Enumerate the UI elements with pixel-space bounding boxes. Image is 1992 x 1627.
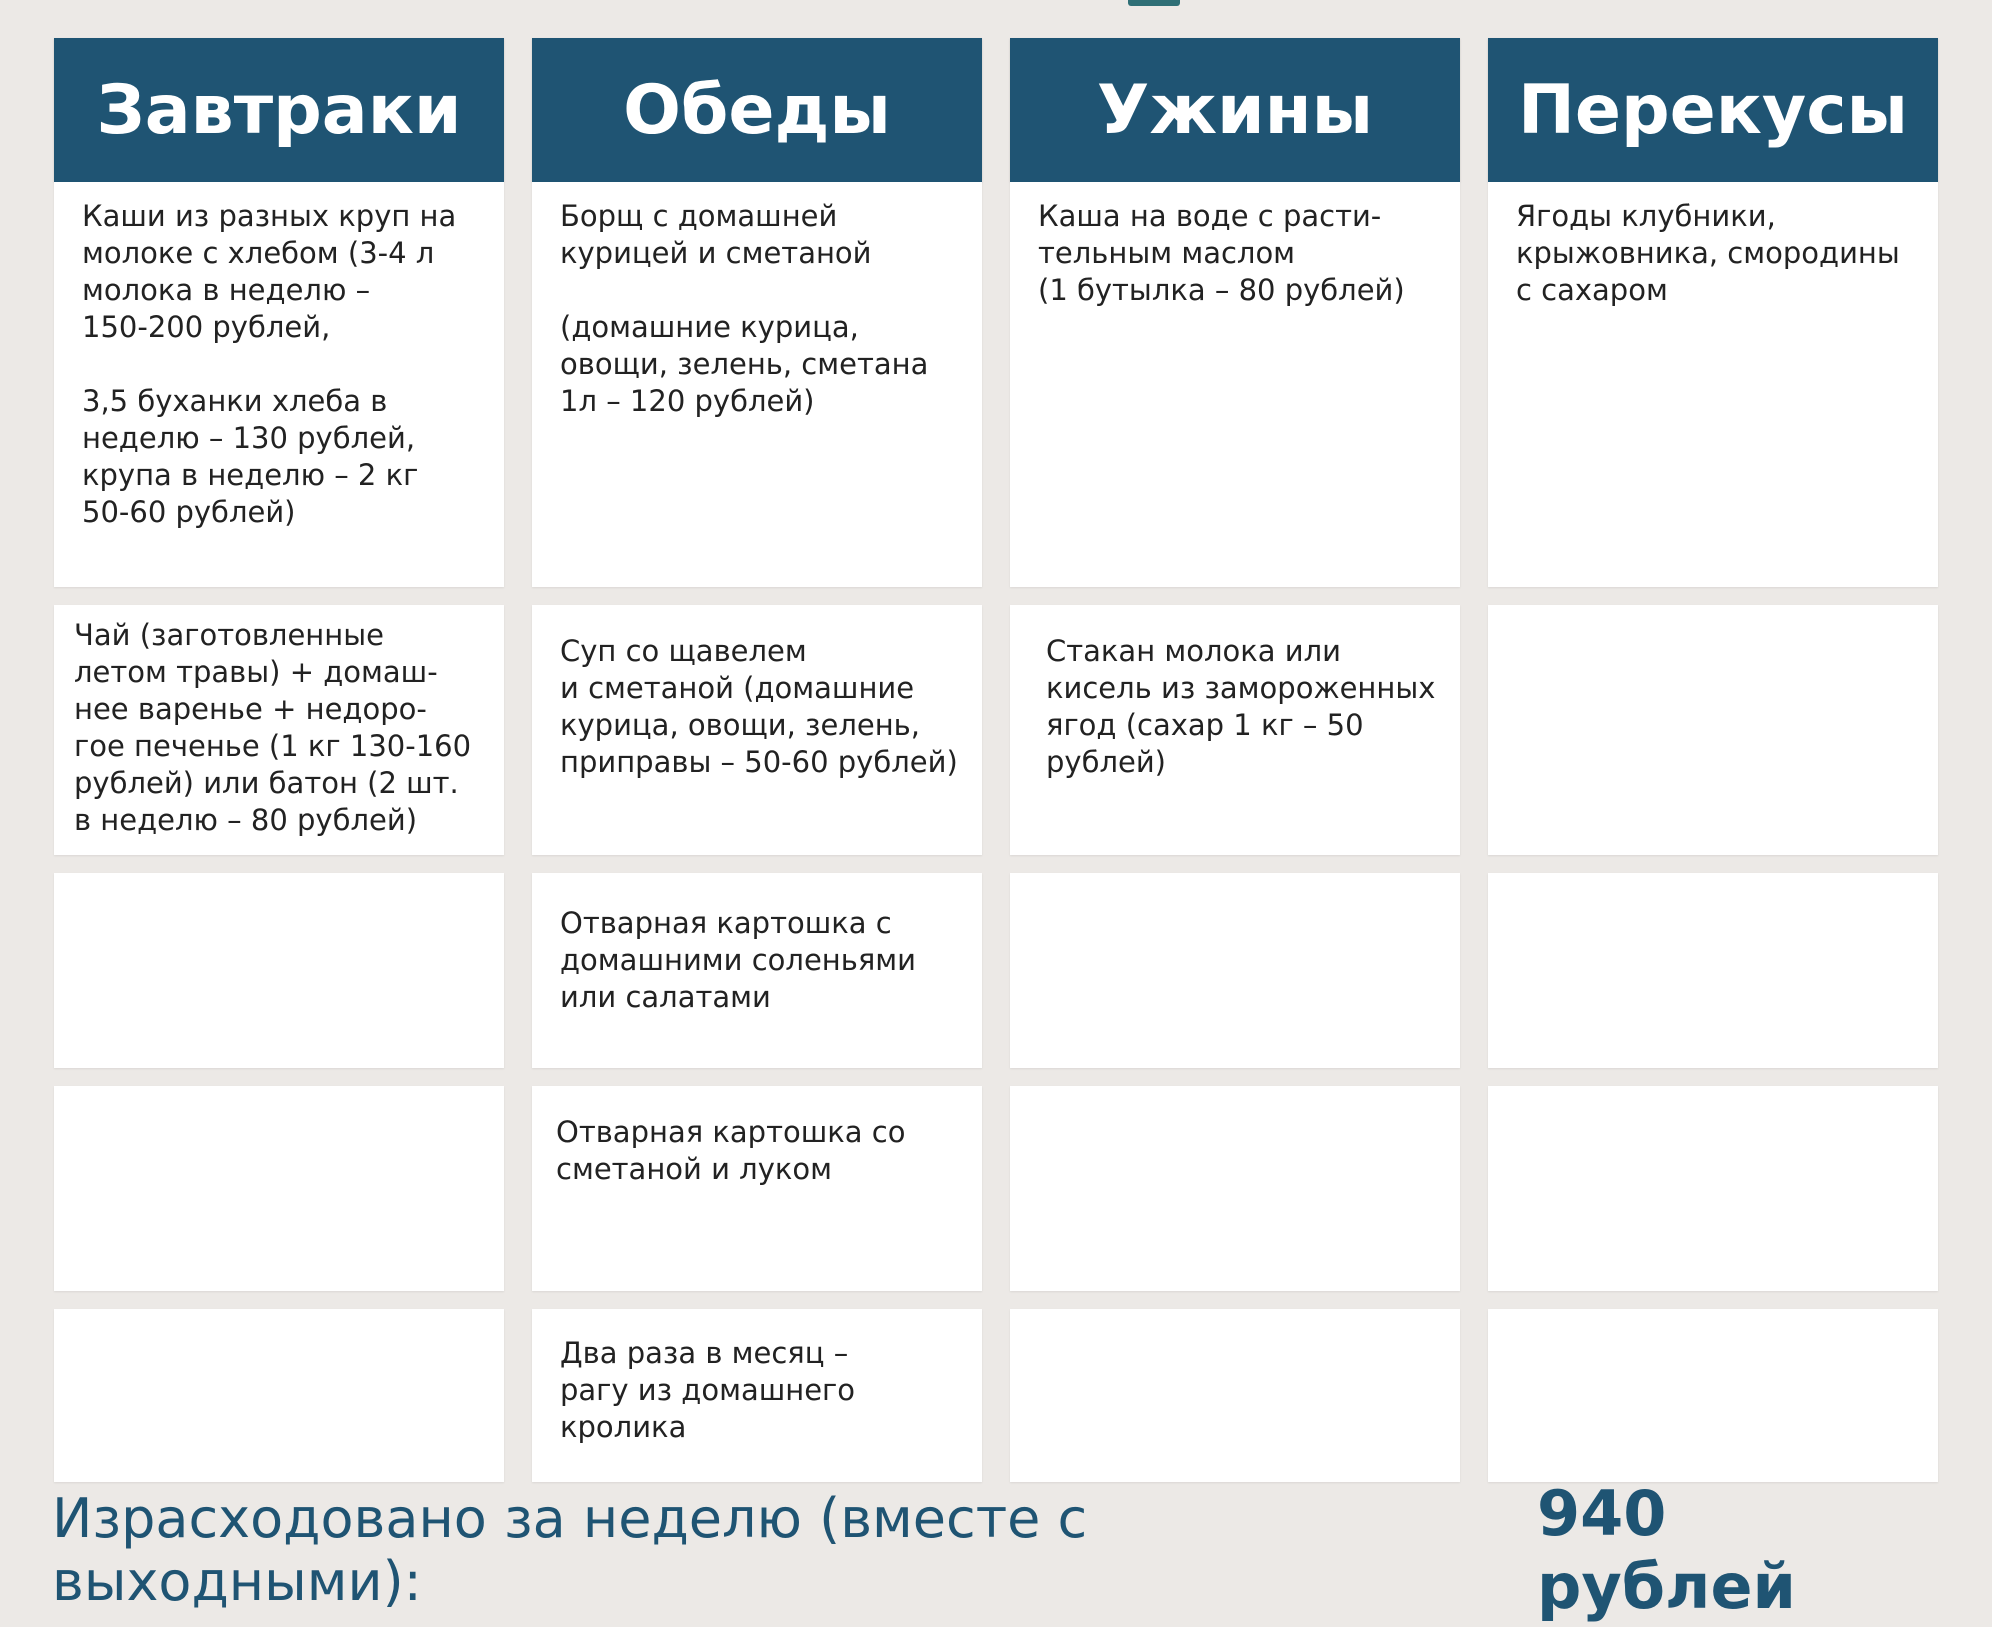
table-cell-breakfast: Каши из разных круп на молоке с хлебом (3-4 л молока в неделю – 150-200 рублей, 3,5 буханки хлеба в неделю – 130 рублей, крупа в неделю – 2 кг 50-60 рублей)	[54, 182, 504, 587]
header-lunch: Обеды	[532, 38, 982, 182]
table-cell-breakfast	[54, 873, 504, 1068]
header-dinner: Ужины	[1010, 38, 1460, 182]
table-cell-dinner: Стакан молока или кисель из замороженных ягод (сахар 1 кг – 50 рублей)	[1010, 605, 1460, 855]
meal-table	[54, 38, 1938, 1482]
table-cell-dinner	[1010, 1309, 1460, 1482]
table-cell-dinner	[1010, 873, 1460, 1068]
header-breakfast: Завтраки	[54, 38, 504, 182]
table-cell-dinner: Каша на воде с расти- тельным маслом (1 бутылка – 80 рублей)	[1010, 182, 1460, 587]
table-cell-breakfast: Чай (заготовленные летом травы) + домаш- нее варенье + недоро- гое печенье (1 кг 130-160 рублей) или батон (2 шт. в неделю – 80 рублей)	[54, 605, 504, 855]
table-cell-snacks	[1488, 605, 1938, 855]
weekly-total-amount: 940 рублей	[1536, 1477, 1796, 1623]
table-cell-breakfast	[54, 1309, 504, 1482]
header-snacks: Перекусы	[1488, 38, 1938, 182]
table-cell-dinner	[1010, 1086, 1460, 1291]
table-cell-snacks	[1488, 1086, 1938, 1291]
table-cell-lunch: Два раза в месяц – рагу из домашнего кролика	[532, 1309, 982, 1482]
table-cell-breakfast	[54, 1086, 504, 1291]
table-cell-lunch: Суп со щавелем и сметаной (домашние курица, овощи, зелень, приправы – 50-60 рублей)	[532, 605, 982, 855]
table-cell-snacks: Ягоды клубники, крыжовника, смородины с сахаром	[1488, 182, 1938, 587]
table-cell-snacks	[1488, 873, 1938, 1068]
weekly-total	[52, 1477, 1942, 1623]
top-decoration	[1128, 0, 1180, 6]
table-cell-lunch: Борщ с домашней курицей и сметаной (домашние курица, овощи, зелень, сметана 1л – 120 рублей)	[532, 182, 982, 587]
table-cell-lunch: Отварная картошка с домашними соленьями или салатами	[532, 873, 982, 1068]
weekly-total-label: Израсходовано за неделю (вместе с выходными):	[52, 1487, 1088, 1613]
table-cell-lunch: Отварная картошка со сметаной и луком	[532, 1086, 982, 1291]
table-cell-snacks	[1488, 1309, 1938, 1482]
